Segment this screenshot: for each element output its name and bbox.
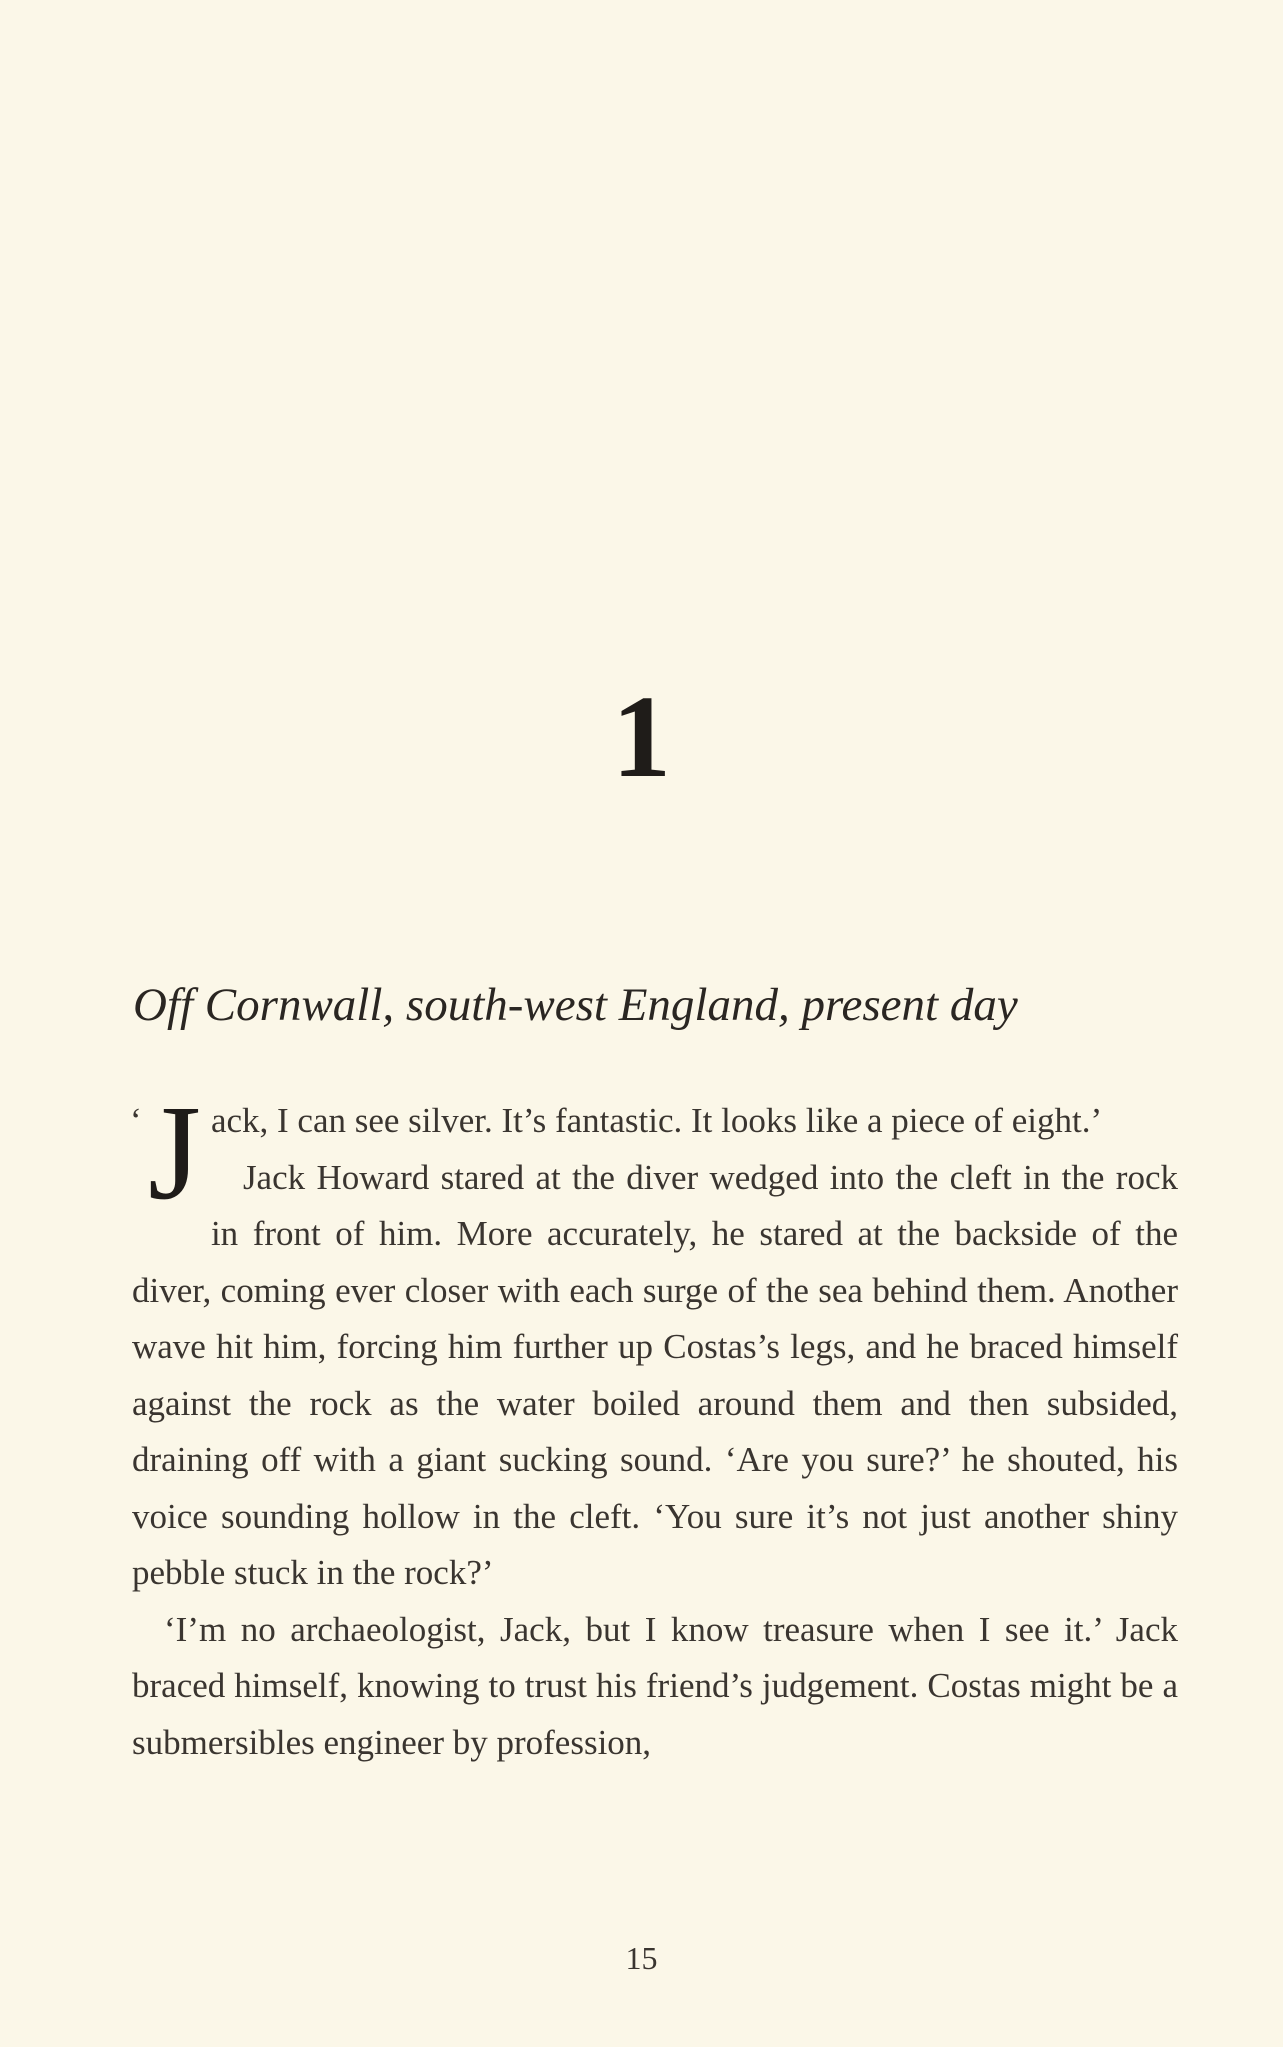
opening-paragraph	[130, 1078, 1178, 1228]
chapter-subtitle: Off Cornwall, south-west England, present day	[133, 979, 1018, 1031]
opening-quote-mark: ‘	[130, 1101, 142, 1140]
chapter-number: 1	[612, 671, 671, 802]
page-number: 15	[625, 1940, 658, 1976]
paragraph: ‘I’m no archaeologist, Jack, but I know treasure when I see it.’ Jack braced himself, knowing to trust his friend’s judgement. Costas might be a submersibles engineer by profession,	[132, 1609, 1178, 1762]
chapter-body	[130, 1078, 1178, 1771]
opening-paragraph-text: ack, I can see silver. It’s fantastic. It looks like a piece of eight.’	[210, 1101, 1103, 1140]
drop-cap: J	[148, 1078, 201, 1228]
paragraph: Jack Howard stared at the diver wedged into the cleft in the rock in front of him. More accurately, he stared at the backside of the diver, coming ever closer with each surge of the sea behind them. Another wave hit him, forcing him further up Costas’s legs, and he braced himself against the rock as the water boiled around them and then subsided, draining off with a giant sucking sound. ‘Are you sure?’ he shouted, his voice sounding hollow in the cleft. ‘You sure it’s not just another shiny pebble stuck in the rock?’	[132, 1157, 1178, 1592]
